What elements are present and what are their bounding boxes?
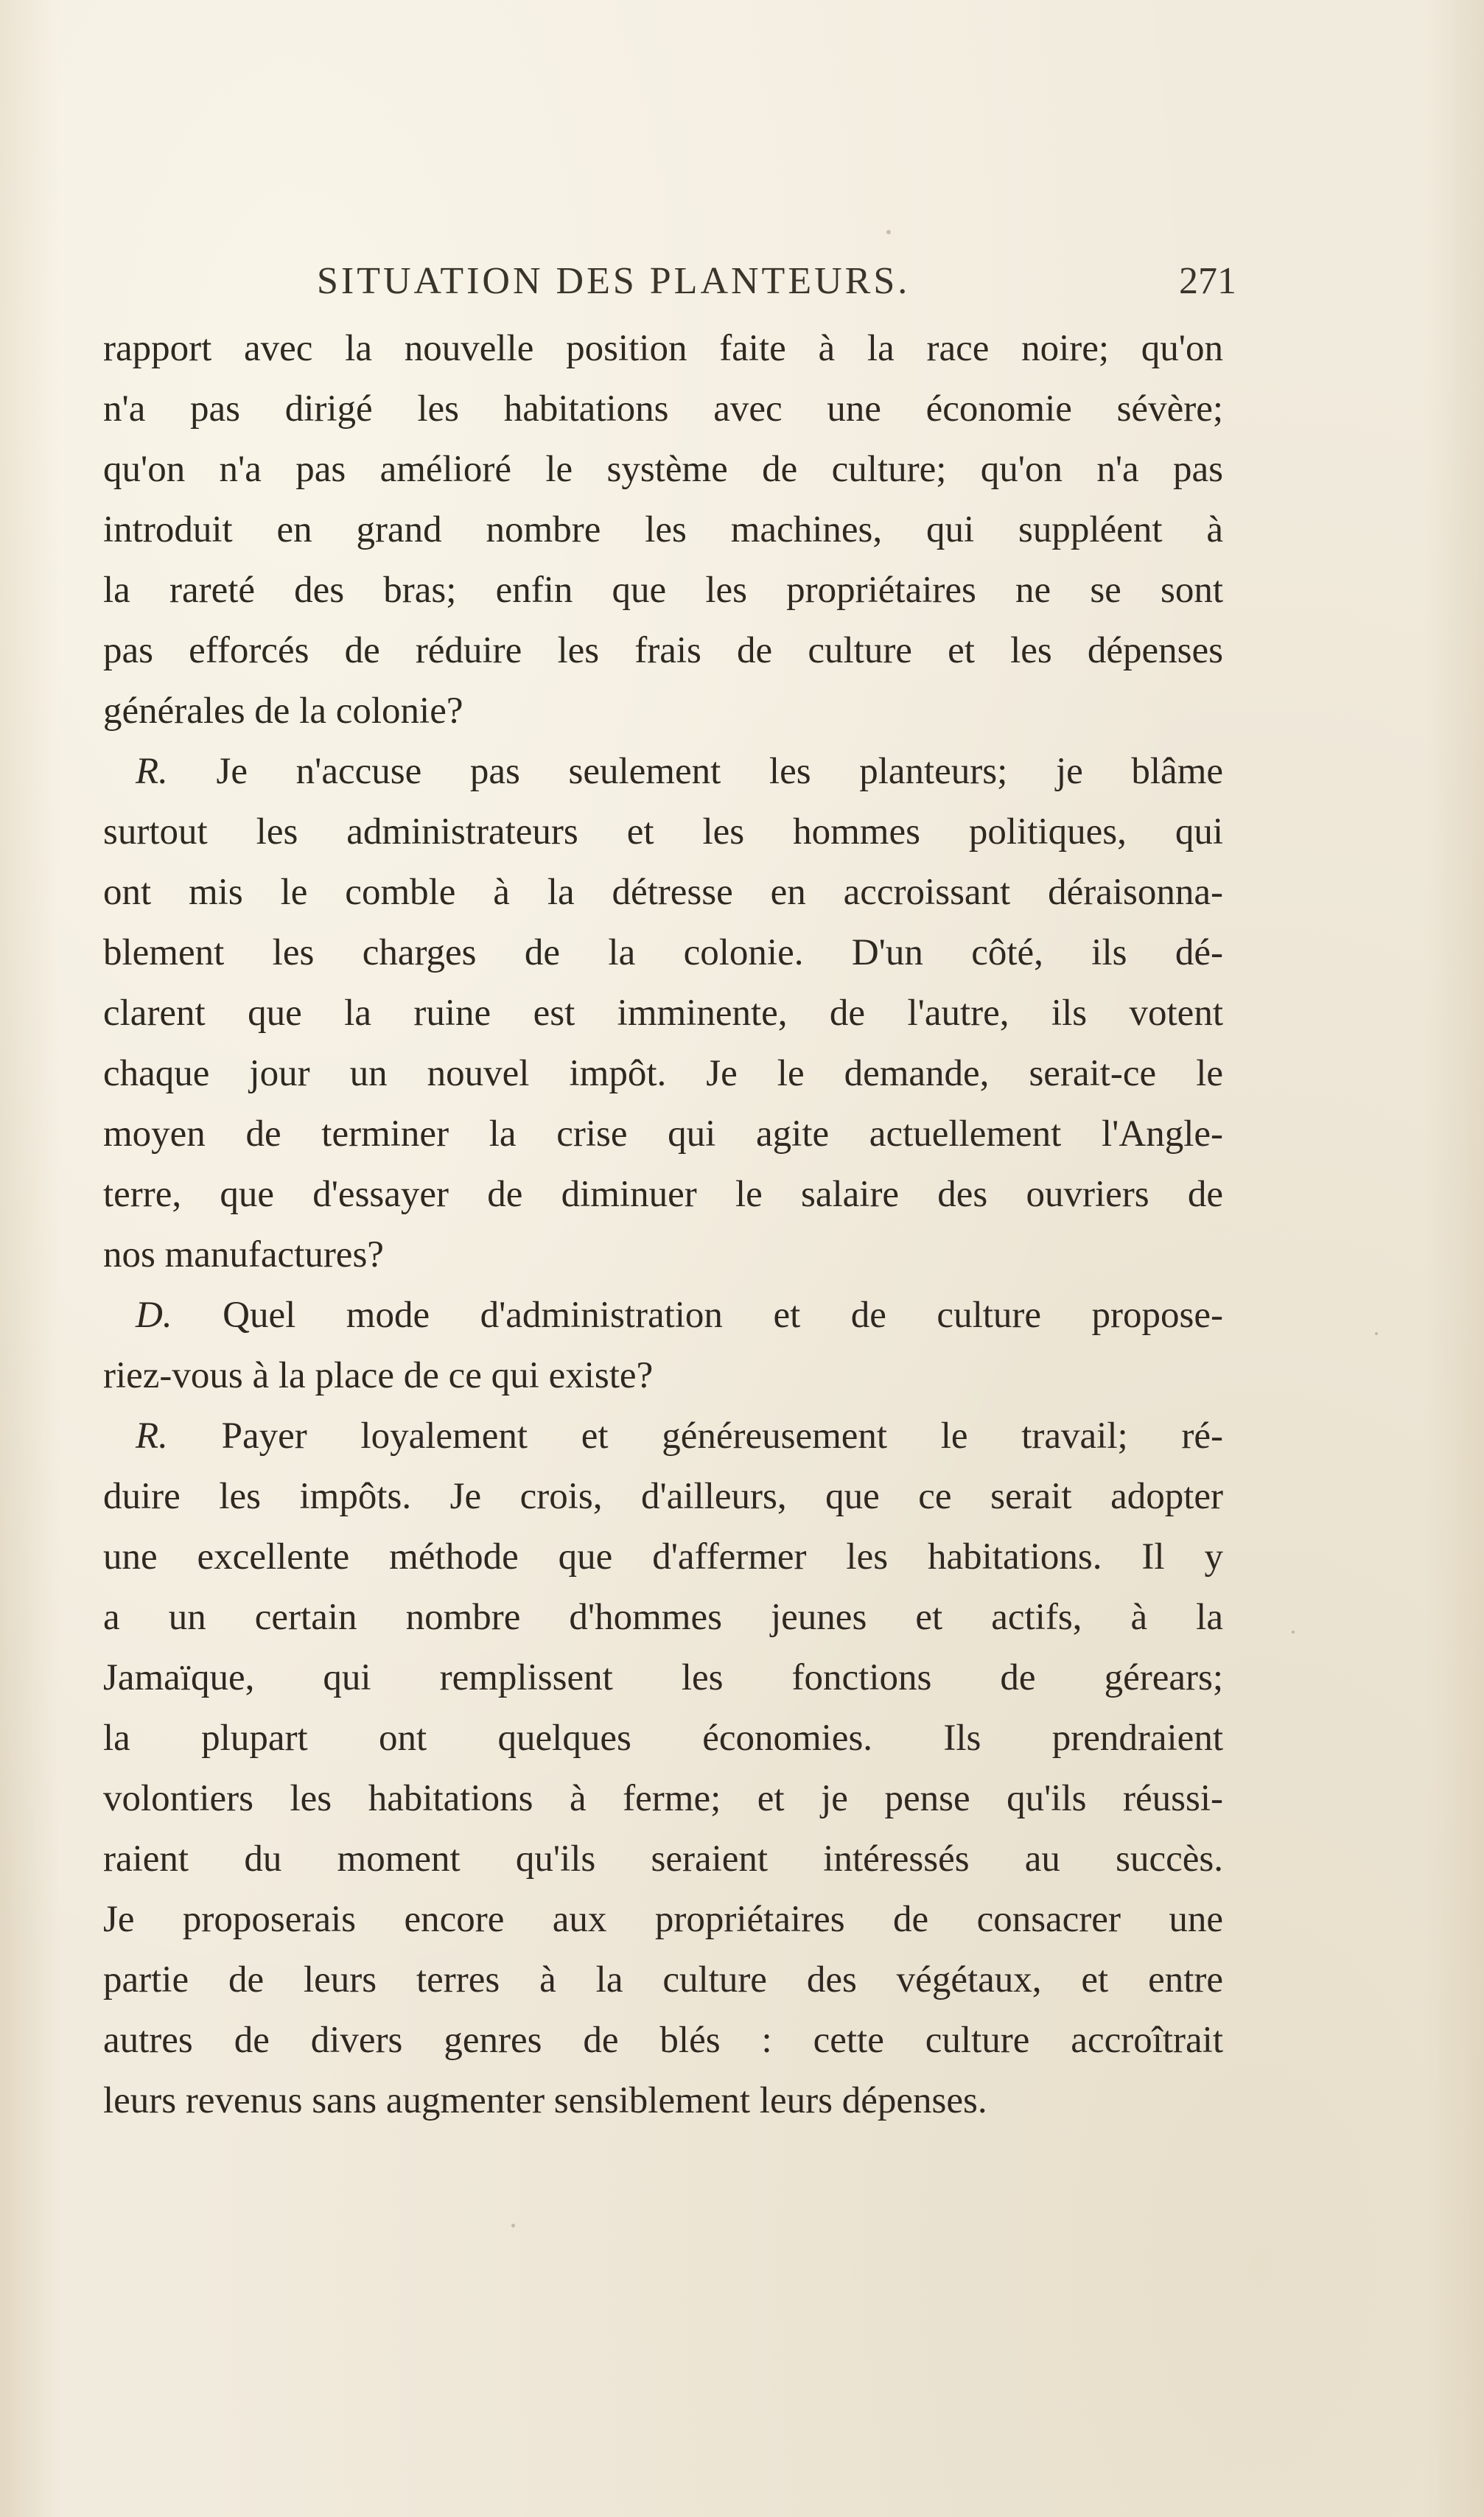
text-line-25: volontiers les habitations à ferme; et je pense qu'ils réussi- (103, 1778, 1223, 1819)
text-line-6: pas efforcés de réduire les frais de culture et les dépenses (103, 630, 1223, 671)
text-line-21: une excellente méthode que d'affermer les habitations. Il y (103, 1536, 1223, 1578)
question-sigil: D. (136, 1295, 172, 1336)
text-line-27: Je proposerais encore aux propriétaires de consacrer une (103, 1899, 1223, 1940)
paper-speck (1292, 1631, 1295, 1634)
text-line-14: moyen de terminer la crise qui agite actuellement l'Angle- (103, 1113, 1223, 1155)
paper-speck (1375, 1332, 1378, 1335)
text-line-4: introduit en grand nombre les machines, qui suppléent à (103, 509, 1223, 550)
paragraph-answer-1-first-line (103, 741, 1223, 802)
text-line-2: n'a pas dirigé les habitations avec une économie sévère; (103, 388, 1223, 430)
text-line-13: chaque jour un nouvel impôt. Je le demande, serait-ce le (103, 1053, 1223, 1094)
text-line-30: leurs revenus sans augmenter sensiblement leurs dépenses. (103, 2080, 987, 2121)
text-line-7: générales de la colonie? (103, 690, 463, 732)
paper-speck (886, 230, 891, 234)
text-line-22: a un certain nombre d'hommes jeunes et actifs, à la (103, 1597, 1223, 1638)
text-line-17: Quel mode d'administration et de culture propose- (223, 1295, 1223, 1336)
running-head: SITUATION DES PLANTEURS. (317, 260, 911, 302)
paper-speck (511, 2224, 515, 2227)
text-line-26: raient du moment qu'ils seraient intéressés au succès. (103, 1838, 1223, 1880)
body-text (103, 318, 1223, 2131)
text-line-29: autres de divers genres de blés : cette culture accroîtrait (103, 2020, 1223, 2061)
text-line-12: clarent que la ruine est imminente, de l'autre, ils votent (103, 993, 1223, 1034)
answer-sigil-2: R. (136, 1415, 168, 1457)
text-line-19: Payer loyalement et généreusement le travail; ré- (221, 1415, 1223, 1457)
page-number: 271 (1179, 260, 1236, 302)
paragraph-answer-2-first-line (103, 1406, 1223, 1466)
text-line-16: nos manufactures? (103, 1234, 384, 1275)
text-line-18: riez-vous à la place de ce qui existe? (103, 1355, 654, 1396)
text-line-11: blement les charges de la colonie. D'un côté, ils dé- (103, 932, 1223, 973)
text-line-9: surtout les administrateurs et les hommes politiques, qui (103, 811, 1223, 853)
text-line-5: la rareté des bras; enfin que les propriétaires ne se sont (103, 570, 1223, 611)
text-line-28: partie de leurs terres à la culture des végétaux, et entre (103, 1959, 1223, 2000)
text-line-15: terre, que d'essayer de diminuer le salaire des ouvriers de (103, 1174, 1223, 1215)
text-line-1: rapport avec la nouvelle position faite à la race noire; qu'on (103, 328, 1223, 369)
text-line-3: qu'on n'a pas amélioré le système de culture; qu'on n'a pas (103, 449, 1223, 490)
text-line-24: la plupart ont quelques économies. Ils prendraient (103, 1718, 1223, 1759)
text-line-10: ont mis le comble à la détresse en accroissant déraisonna- (103, 872, 1223, 913)
answer-sigil: R. (136, 751, 168, 792)
text-line-23: Jamaïque, qui remplissent les fonctions de gérears; (103, 1657, 1223, 1698)
paragraph-question-first-line (103, 1285, 1223, 1345)
text-line-20: duire les impôts. Je crois, d'ailleurs, que ce serait adopter (103, 1476, 1223, 1517)
text-line-8: Je n'accuse pas seulement les planteurs; je blâme (216, 751, 1223, 792)
